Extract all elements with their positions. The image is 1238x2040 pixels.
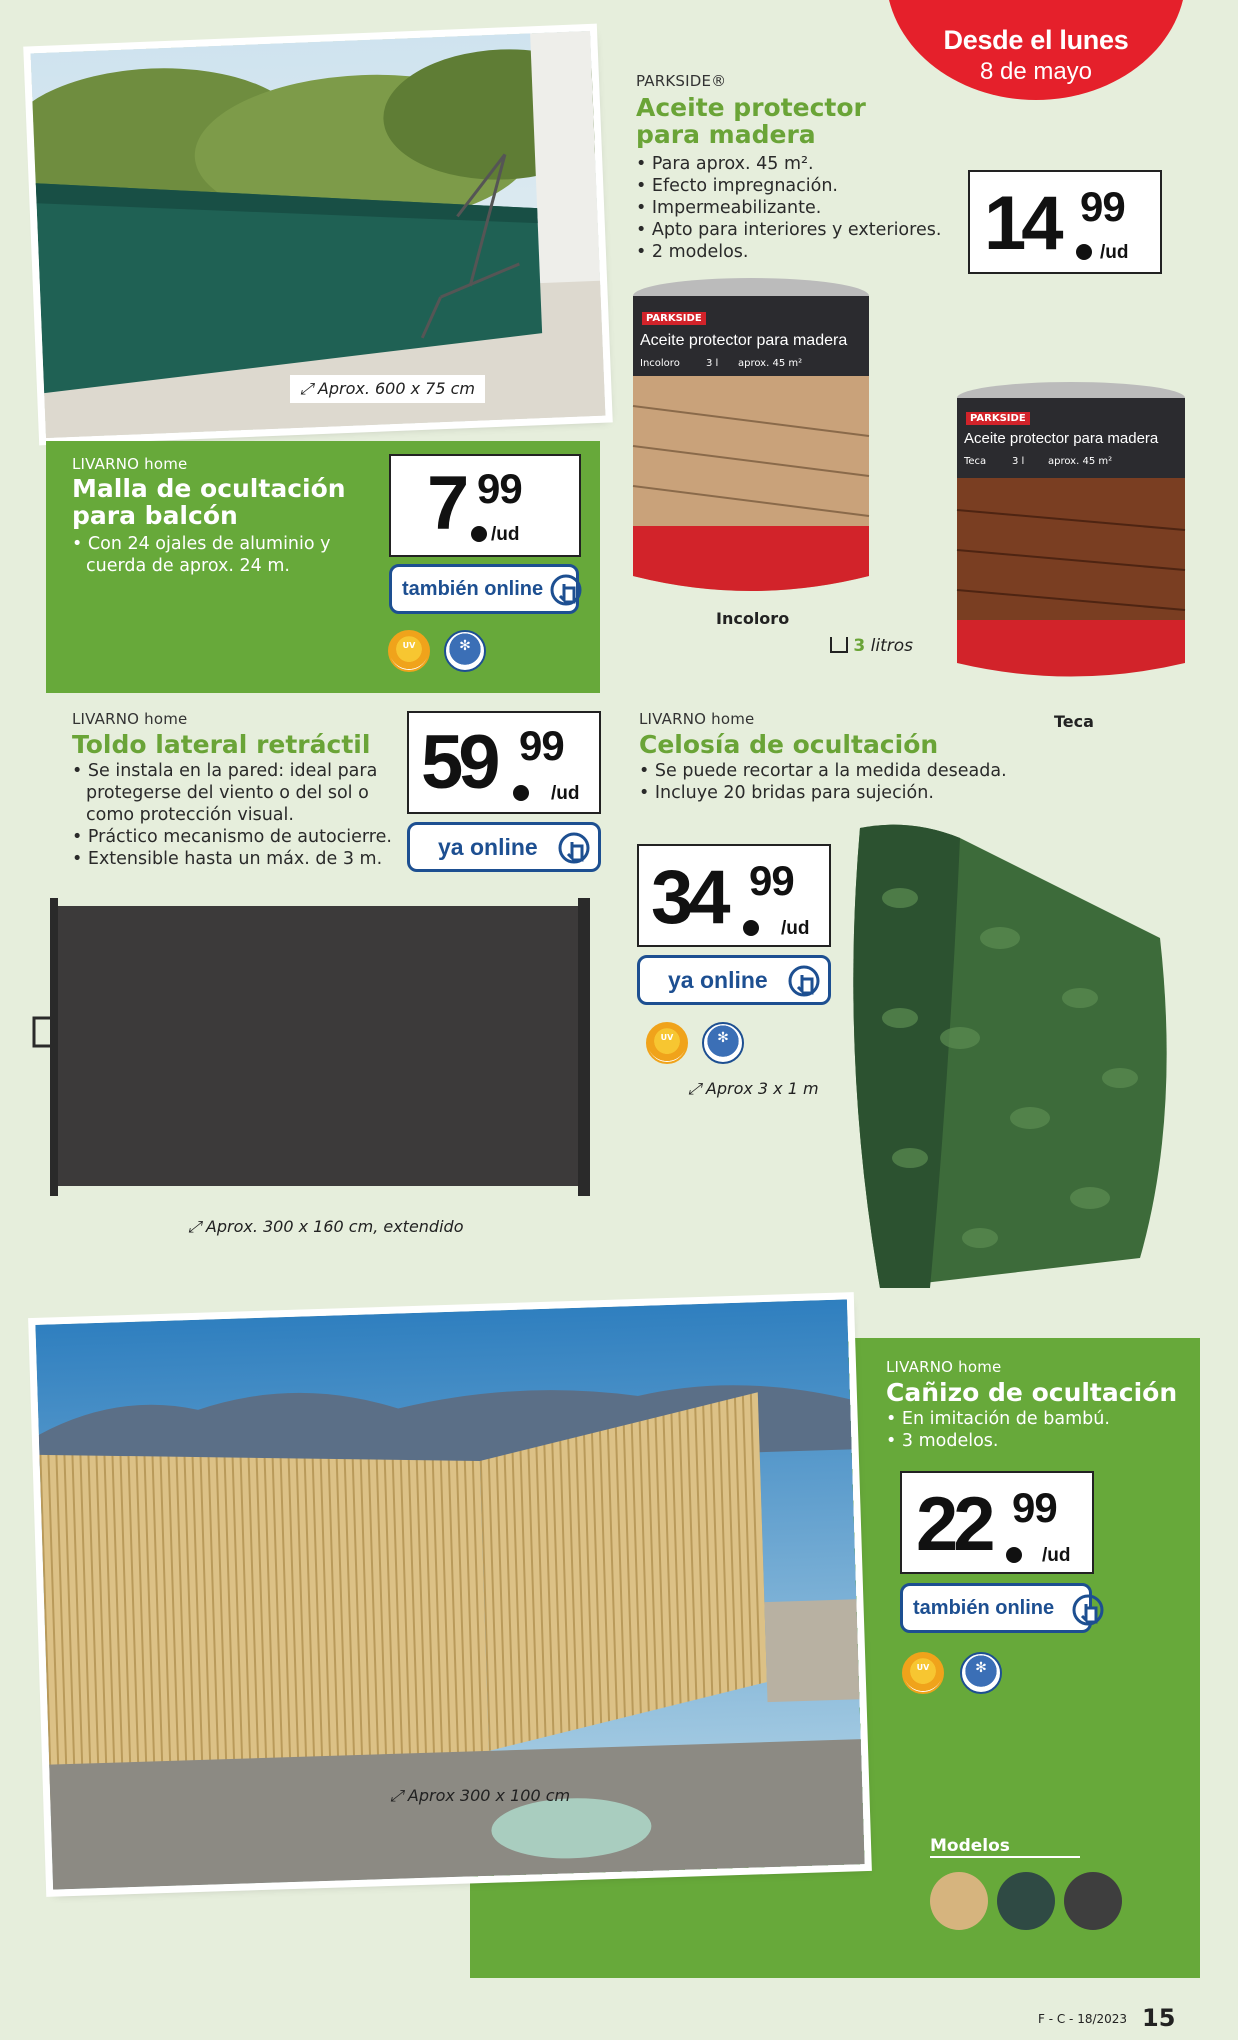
aceite-price-cents: 99 xyxy=(1080,183,1125,230)
malla-dimension xyxy=(290,375,485,403)
toldo-title: Toldo lateral retráctil xyxy=(72,730,371,759)
toldo-bullet: • Práctico mecanismo de autocierre. xyxy=(72,826,392,848)
weather-resistant-icon xyxy=(444,630,486,672)
toldo-price-box xyxy=(407,711,601,814)
can2-volume: 3 l xyxy=(1012,456,1025,467)
variant-teca-label: Teca xyxy=(1054,712,1094,731)
malla-price-box xyxy=(389,454,581,557)
variant-incoloro-label: Incoloro xyxy=(716,609,790,628)
resize-icon: ⤢ xyxy=(188,1217,206,1236)
celosia-dimension-text: Aprox 3 x 1 m xyxy=(705,1079,819,1098)
price-dot xyxy=(1076,244,1092,260)
aceite-price-unit: /ud xyxy=(1100,242,1129,263)
aceite-price-box xyxy=(968,170,1162,274)
weather-resistant-icon xyxy=(702,1022,744,1064)
price-dot xyxy=(1006,1547,1022,1563)
malla-brand: LIVARNO home xyxy=(72,455,188,473)
canizo-price-cents: 99 xyxy=(1012,1484,1057,1531)
volume-info xyxy=(830,636,913,656)
canizo-online-button[interactable] xyxy=(900,1583,1092,1633)
toldo-bullet: • Se instala en la pared: ideal para xyxy=(72,760,392,782)
model-swatch-natural xyxy=(930,1872,988,1930)
malla-bullet: • Con 24 ojales de aluminio y xyxy=(72,533,331,555)
aceite-title xyxy=(636,94,866,148)
canizo-brand: LIVARNO home xyxy=(886,1358,1002,1376)
page-number: 15 xyxy=(1142,2004,1176,2032)
canizo-bullet: • 3 modelos. xyxy=(886,1430,1110,1452)
aceite-bullet: • 2 modelos. xyxy=(636,241,941,263)
toldo-price-int: 59 xyxy=(421,720,496,805)
malla-online-label: también online xyxy=(402,577,544,600)
celosia-title: Celosía de ocultación xyxy=(639,730,939,759)
toldo-price-unit: /ud xyxy=(551,783,580,804)
canizo-dimension-text: Aprox 300 x 100 cm xyxy=(407,1786,571,1805)
hand-pointer-icon xyxy=(548,572,588,612)
canizo-online-label: también online xyxy=(913,1596,1055,1619)
malla-price-cents: 99 xyxy=(477,465,522,512)
can1-title: Aceite protector para madera xyxy=(640,332,848,349)
canizo-price-box xyxy=(900,1471,1094,1574)
aceite-title-line2: para madera xyxy=(636,120,816,149)
model-swatch-green xyxy=(997,1872,1055,1930)
celosia-brand: LIVARNO home xyxy=(639,710,755,728)
models-label xyxy=(930,1836,1080,1858)
aceite-bullet: • Impermeabilizante. xyxy=(636,197,941,219)
toldo-online-label: ya online xyxy=(438,833,538,860)
canizo-bullet: • En imitación de bambú. xyxy=(886,1408,1110,1430)
aceite-price-int: 14 xyxy=(984,181,1059,266)
container-icon xyxy=(830,637,848,653)
canizo-price-unit: /ud xyxy=(1042,1545,1071,1566)
malla-price-unit: /ud xyxy=(491,524,520,545)
aceite-bullets xyxy=(636,153,941,263)
toldo-dimension xyxy=(188,1217,463,1237)
uv-resistant-icon xyxy=(902,1652,944,1694)
celosia-bullets xyxy=(639,760,1007,804)
aceite-bullet: • Efecto impregnación. xyxy=(636,175,941,197)
uv-resistant-icon xyxy=(388,630,430,672)
paint-can-teca xyxy=(952,380,1190,690)
toldo-bullet: como protección visual. xyxy=(86,805,294,825)
malla-bullets xyxy=(72,533,331,577)
volume-unit: litros xyxy=(870,636,914,656)
toldo-bullets xyxy=(72,760,392,870)
canizo-price-int: 22 xyxy=(916,1482,991,1567)
resize-icon: ⤢ xyxy=(300,379,318,398)
toldo-brand: LIVARNO home xyxy=(72,710,188,728)
celosia-bullet: • Se puede recortar a la medida deseada. xyxy=(639,760,1007,782)
price-dot xyxy=(513,785,529,801)
aceite-brand: PARKSIDE® xyxy=(636,72,727,90)
aceite-bullet: • Apto para interiores y exteriores. xyxy=(636,219,941,241)
canizo-dimension xyxy=(390,1786,570,1806)
models-label-text: Modelos xyxy=(930,1836,1010,1856)
retractable-awning-image xyxy=(32,898,600,1198)
malla-dimension-text: Aprox. 600 x 75 cm xyxy=(317,379,476,398)
malla-title xyxy=(72,475,346,529)
aceite-title-line1: Aceite protector xyxy=(636,93,866,122)
date-badge xyxy=(886,0,1186,100)
canizo-title: Cañizo de ocultación xyxy=(886,1378,1178,1407)
hand-pointer-icon xyxy=(556,830,596,870)
date-badge-line2: 8 de mayo xyxy=(979,58,1093,85)
malla-bullet: cuerda de aprox. 24 m. xyxy=(86,556,290,576)
toldo-bullet: • Extensible hasta un máx. de 3 m. xyxy=(72,848,392,870)
celosia-bullet: • Incluye 20 bridas para sujeción. xyxy=(639,782,1007,804)
celosia-price-cents: 99 xyxy=(749,857,794,904)
hand-pointer-icon xyxy=(786,963,826,1003)
volume-number: 3 xyxy=(853,636,866,656)
hand-pointer-icon xyxy=(1070,1592,1110,1632)
paint-can-incoloro xyxy=(628,276,874,606)
celosia-price-box xyxy=(637,844,831,947)
celosia-dimension xyxy=(688,1079,819,1099)
celosia-price-int: 34 xyxy=(651,855,726,940)
weather-resistant-icon xyxy=(960,1652,1002,1694)
canizo-bullets xyxy=(886,1408,1110,1452)
toldo-dimension-text: Aprox. 300 x 160 cm, extendido xyxy=(205,1217,464,1236)
can1-variant: Incoloro xyxy=(640,358,680,369)
malla-title-line2: para balcón xyxy=(72,501,238,530)
price-dot xyxy=(471,526,487,542)
can2-area: aprox. 45 m² xyxy=(1048,456,1113,467)
can1-brand: PARKSIDE xyxy=(642,312,706,325)
resize-icon: ⤢ xyxy=(688,1079,706,1098)
can1-volume: 3 l xyxy=(706,358,719,369)
can2-variant: Teca xyxy=(964,456,987,467)
can1-area: aprox. 45 m² xyxy=(738,358,803,369)
can2-brand: PARKSIDE xyxy=(966,412,1030,425)
celosia-online-label: ya online xyxy=(668,966,768,993)
uv-resistant-icon xyxy=(646,1022,688,1064)
model-swatch-grey xyxy=(1064,1872,1122,1930)
footer-code: F - C - 18/2023 xyxy=(1038,2012,1128,2026)
aceite-bullet: • Para aprox. 45 m². xyxy=(636,153,941,175)
date-badge-line1: Desde el lunes xyxy=(943,25,1129,55)
toldo-price-cents: 99 xyxy=(519,722,564,769)
can2-title: Aceite protector para madera xyxy=(964,430,1159,447)
leaf-screen-roll-image xyxy=(840,818,1186,1298)
resize-icon: ⤢ xyxy=(390,1786,408,1805)
price-dot xyxy=(743,920,759,936)
celosia-price-unit: /ud xyxy=(781,918,810,939)
malla-title-line1: Malla de ocultación xyxy=(72,474,346,503)
malla-price-int: 7 xyxy=(427,461,465,546)
toldo-bullet: protegerse del viento o del sol o xyxy=(86,783,369,803)
